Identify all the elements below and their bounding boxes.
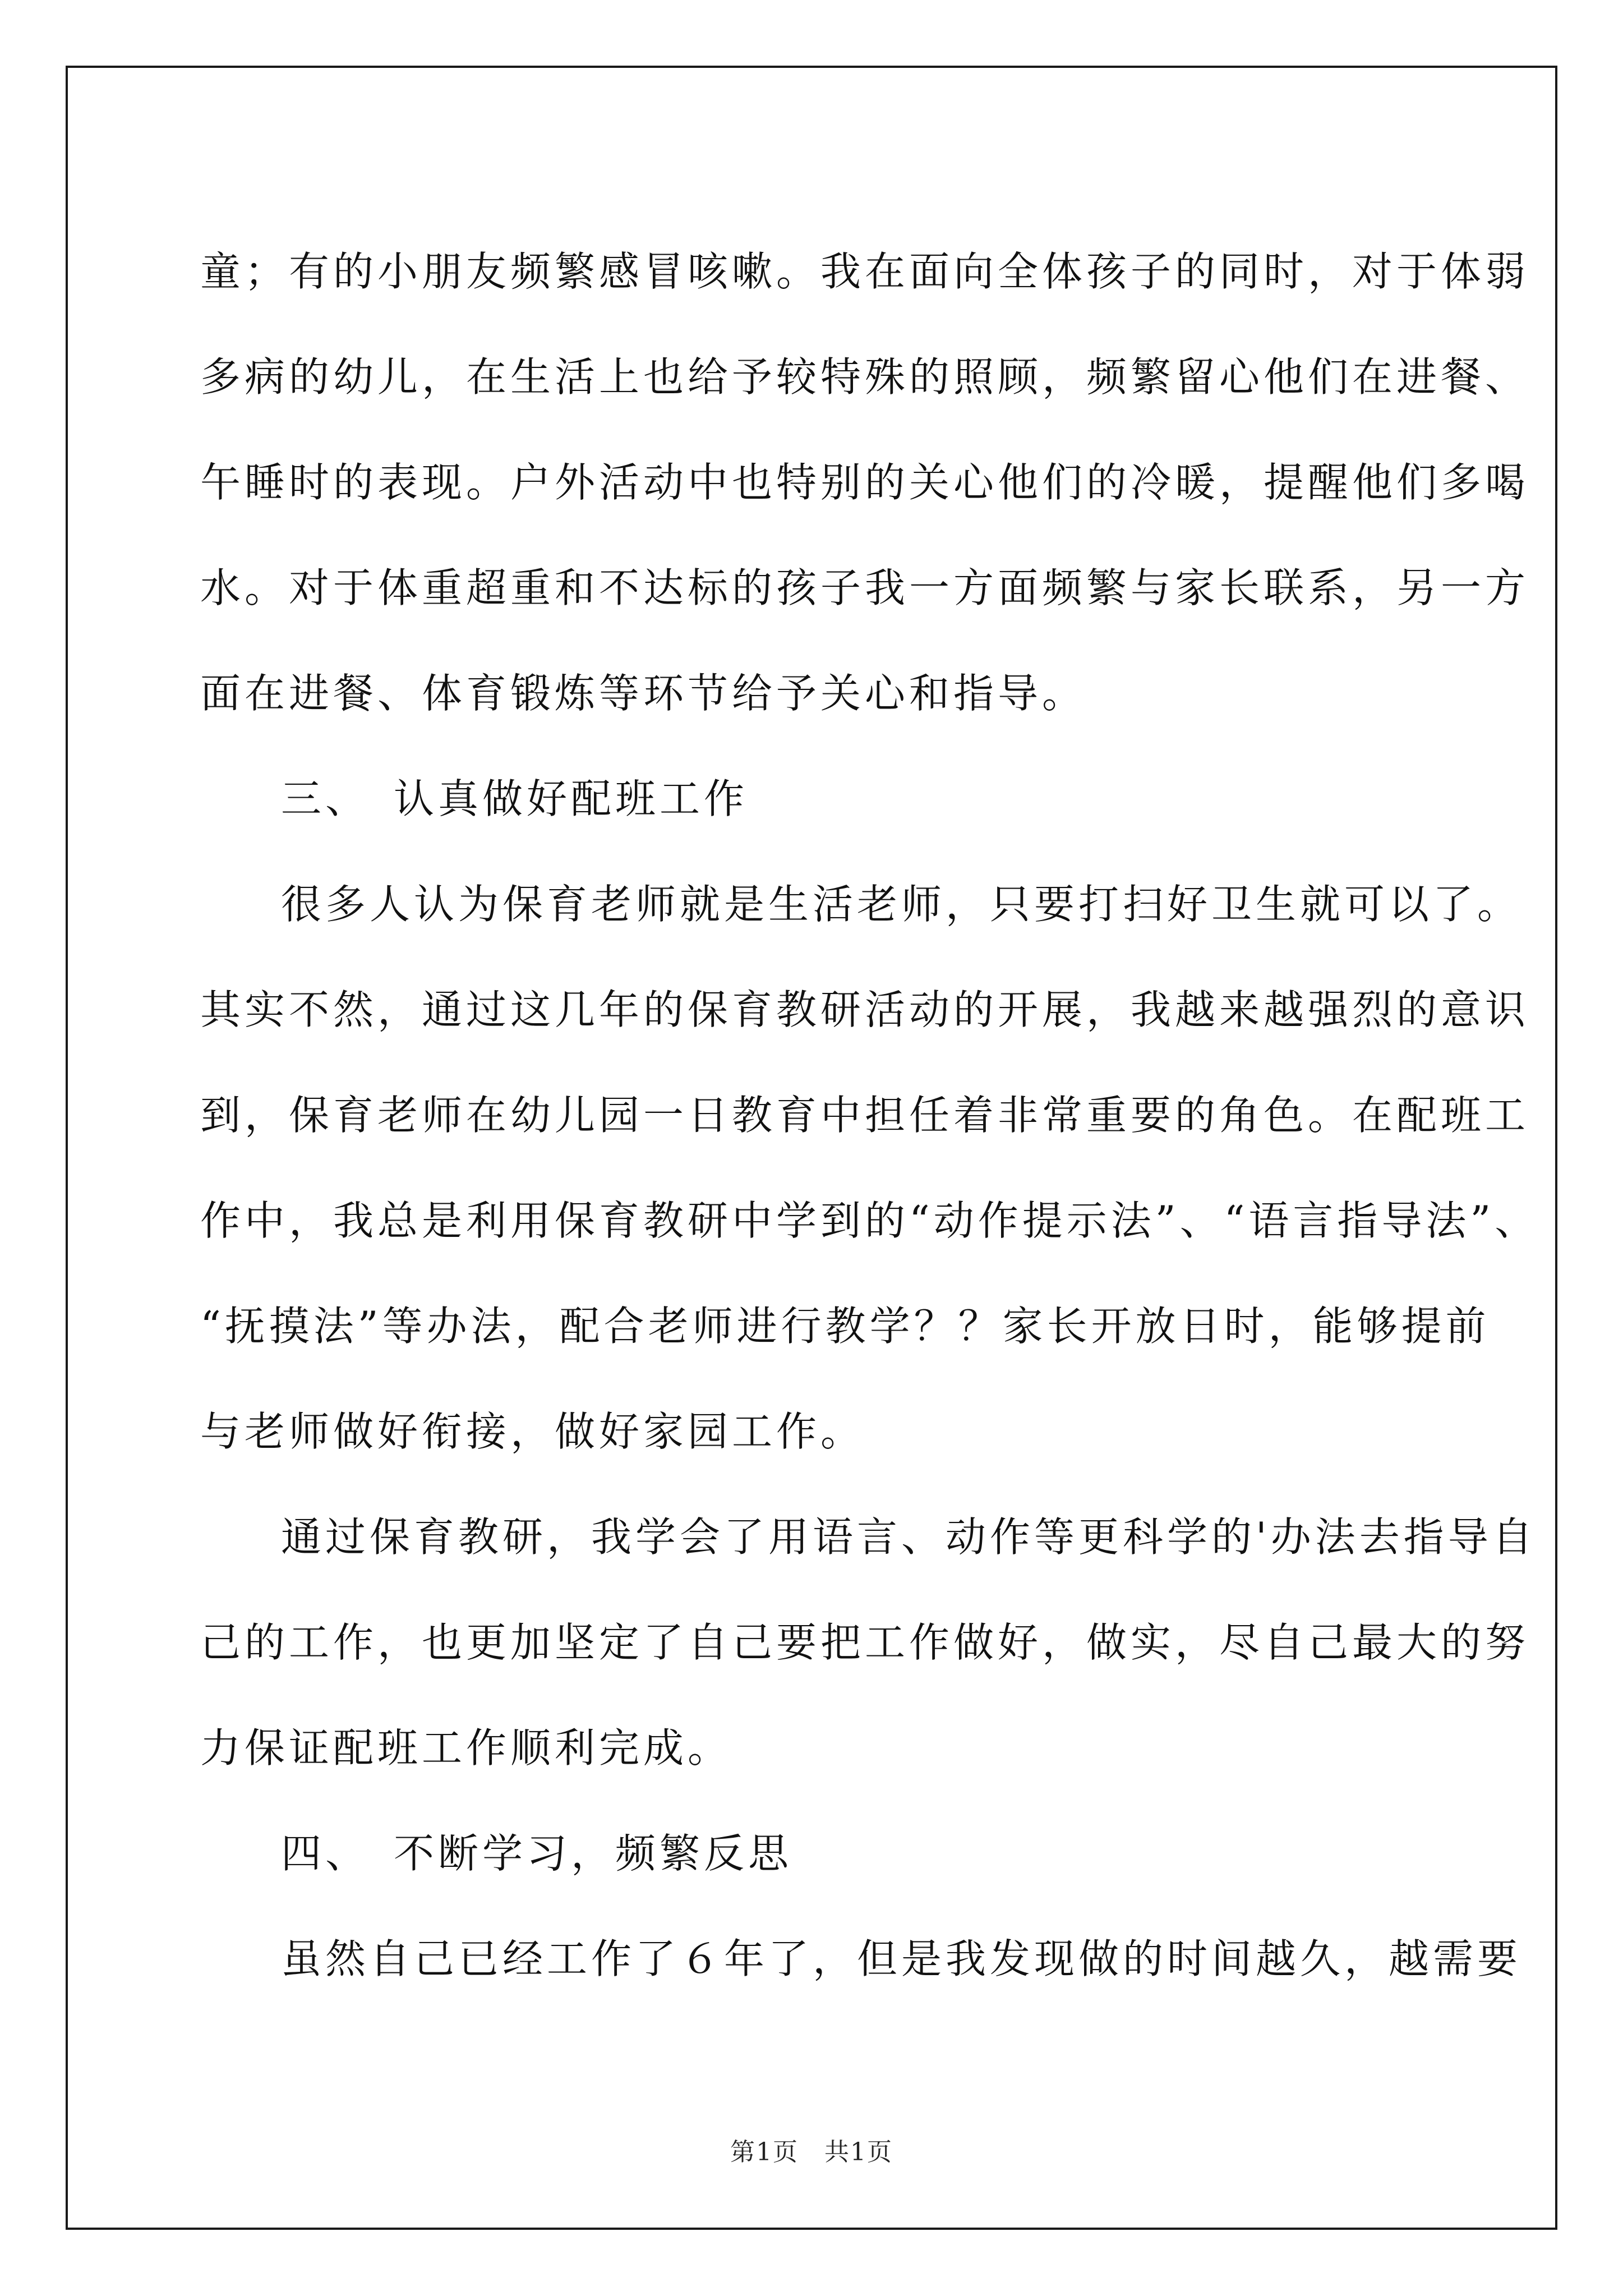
body-text-line: “抚摸法”等办法，配合老师进行教学？？家长开放日时，能够提前 [200,1303,1490,1350]
body-text-line: 到，保育老师在幼儿园一日教育中担任着非常重要的角色。在配班工 [200,1092,1530,1139]
body-text-line: 水。对于体重超重和不达标的孩子我一方面频繁与家长联系，另一方 [200,564,1530,611]
body-text-line: 与老师做好衔接，做好家园工作。 [200,1408,865,1455]
body-text-line: 作中，我总是利用保育教研中学到的“动作提示法”、“语言指导法”、 [200,1197,1539,1244]
body-text-line: 力保证配班工作顺利完成。 [200,1724,732,1772]
body-text-line: 其实不然，通过这几年的保育教研活动的开展，我越来越强烈的意识 [200,986,1530,1033]
body-text-line: 童；有的小朋友频繁感冒咳嗽。我在面向全体孩子的同时，对于体弱 [200,248,1530,295]
body-text-line: 午睡时的表现。户外活动中也特别的关心他们的冷暖，提醒他们多喝 [200,459,1530,506]
page-number-footer: 第1页 共1页 [730,2138,893,2166]
body-text-line: 多病的幼儿，在生活上也给予较特殊的照顾，频繁留心他们在进餐、 [200,353,1530,401]
document-body [200,219,1539,2012]
section-heading-3: 三、 认真做好配班工作 [281,775,749,822]
body-text-line: 面在进餐、体育锻炼等环节给予关心和指导。 [200,670,1087,717]
section-heading-4: 四、 不断学习，频繁反思 [281,1830,793,1877]
paragraph-start-line: 通过保育教研，我学会了用语言、动作等更科学的'办法去指导自 [281,1513,1537,1561]
paragraph-start-line: 虽然自己已经工作了６年了，但是我发现做的时间越久，越需要 [281,1935,1522,1982]
body-text-line: 己的工作，也更加坚定了自己要把工作做好，做实，尽自己最大的努 [200,1619,1530,1666]
paragraph-start-line: 很多人认为保育老师就是生活老师，只要打扫好卫生就可以了。 [281,881,1522,928]
